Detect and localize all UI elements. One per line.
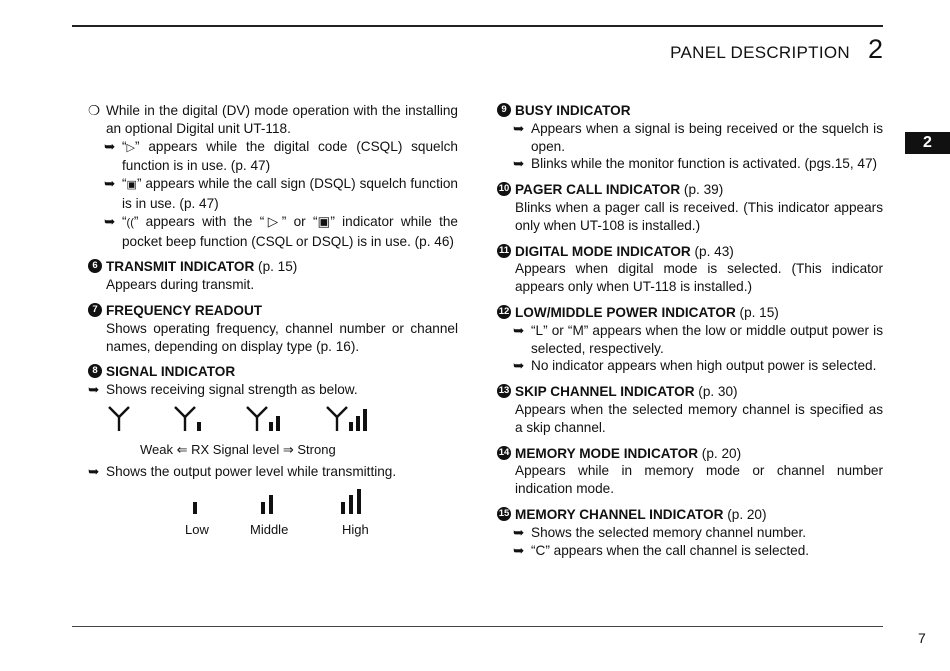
item-number-badge: 11 <box>498 244 510 256</box>
dv-intro: ❍ While in the digital (DV) mode operation with the installing an optional Digital unit UT-118. <box>88 103 458 136</box>
item-busy-indicator: 9 BUSY INDICATOR ➥ Appears when a signal is being received or the squelch is open. ➥ Blinks while the monitor function is activated. (pgs.15, 47) <box>497 102 883 173</box>
dsql-icon: ▣ <box>126 179 137 192</box>
power-label-high: High <box>342 521 369 537</box>
item-memory-channel-indicator: 15 MEMORY CHANNEL INDICATOR (p. 20) ➥ Shows the selected memory channel number. ➥ “C” appears when the call channel is selected. <box>498 506 810 558</box>
item-title: MEMORY MODE INDICATOR <box>515 445 699 461</box>
dv-sub-csql: ➥ “▷” appears while the digital code (CSQL) squelch function is in use. (p. 47) <box>104 138 458 174</box>
arrow-bullet-icon: ➥ <box>513 156 525 172</box>
item-number-badge: 7 <box>88 303 102 317</box>
item-number-badge: 8 <box>88 364 102 378</box>
arrow-bullet-icon: ➥ <box>513 542 525 558</box>
arrow-bullet-icon: ➥ <box>88 463 100 479</box>
circle-bullet-icon: ❍ <box>88 103 101 118</box>
page-number: 7 <box>918 630 926 646</box>
signal-level-icons <box>88 403 458 439</box>
chapter-number: 2 <box>867 34 883 64</box>
signal-caption: Weak ⇐ RX Signal level ⇒ Strong <box>140 441 336 457</box>
item-title: SKIP CHANNEL INDICATOR <box>515 384 695 400</box>
item-low-middle-power-indicator: 12 LOW/MIDDLE POWER INDICATOR (p. 15) ➥ “L” or “M” appears when the low or middle output power is selected, respectively. ➥ No indicator appears when high output power is selected. <box>498 304 883 374</box>
item-number-badge: 15 <box>498 508 510 520</box>
arrow-bullet-icon: ➥ <box>104 176 116 192</box>
left-column <box>88 102 458 539</box>
arrow-bullet-icon: ➥ <box>88 382 100 398</box>
signal-level-2-icon <box>244 403 284 433</box>
arrow-bullet-icon: ➥ <box>104 213 116 229</box>
power-level-icons <box>88 489 458 519</box>
arrow-bullet-icon: ➥ <box>513 120 525 136</box>
power-low-icon <box>192 489 200 515</box>
dv-sub-dsql: ➥ “▣” appears while the call sign (DSQL) squelch function is in use. (p. 47) <box>104 176 458 211</box>
item-memory-mode-indicator: 14 MEMORY MODE INDICATOR (p. 20) Appears while in memory mode or channel number indication mode. <box>498 445 883 497</box>
arrow-bullet-icon: ➥ <box>513 524 525 540</box>
item-title: PAGER CALL INDICATOR <box>515 182 681 198</box>
csql-icon: ▷ <box>126 141 135 154</box>
item-pager-call-indicator: 10 PAGER CALL INDICATOR (p. 39) Blinks when a pager call is received. (This indicator appears only when UT-108 is installed.) <box>498 182 883 233</box>
item-title: FREQUENCY READOUT <box>106 302 263 318</box>
item-number-badge: 9 <box>497 103 511 117</box>
signal-level-1-icon <box>172 403 206 433</box>
item-title: TRANSMIT INDICATOR <box>106 259 255 275</box>
item-number-badge: 10 <box>498 183 510 195</box>
right-column <box>497 102 883 559</box>
arrow-bullet-icon: ➥ <box>104 138 116 154</box>
signal-level-0-icon <box>106 403 132 433</box>
pocket-beep-icon: (( <box>126 216 134 229</box>
item-number-badge: 6 <box>88 259 102 273</box>
item-title: LOW/MIDDLE POWER INDICATOR <box>515 304 736 320</box>
item-frequency-readout: 7 FREQUENCY READOUT Shows operating frequency, channel number or channel names, depending on display type (p. 16). <box>88 302 458 355</box>
chapter-tab: 2 <box>905 132 950 154</box>
arrow-bullet-icon: ➥ <box>513 358 525 374</box>
item-digital-mode-indicator: 11 DIGITAL MODE INDICATOR (p. 43) Appears when digital mode is selected. (This indicator appears only when UT-118 is installed.) <box>498 243 883 295</box>
item-number-badge: 12 <box>498 306 510 318</box>
item-number-badge: 13 <box>498 385 510 397</box>
item-transmit-indicator: 6 TRANSMIT INDICATOR (p. 15) Appears during transmit. <box>88 258 458 294</box>
power-middle-icon <box>260 489 278 515</box>
arrow-bullet-icon: ➥ <box>513 322 525 338</box>
power-high-icon <box>340 489 368 515</box>
item-signal-indicator: 8 SIGNAL INDICATOR ➥ Shows receiving signal strength as below. Weak ⇐ RX Signal level ⇒ Strong ➥ Shows the output power level while transmitting. Low Middle High <box>88 363 458 538</box>
dv-sub-pocket-beep: ➥ “((” appears with the “▷” or “▣” indicator while the pocket beep function (CSQL or DSQL) is in use. (p. 46) <box>104 213 458 249</box>
item-title: DIGITAL MODE INDICATOR <box>515 243 691 259</box>
item-skip-channel-indicator: 13 SKIP CHANNEL INDICATOR (p. 30) Appears when the selected memory channel is specified as a skip channel. <box>498 384 883 435</box>
power-level-labels <box>88 521 458 539</box>
top-rule <box>72 25 883 27</box>
power-label-middle: Middle <box>250 521 289 537</box>
page-header <box>670 34 883 65</box>
bottom-rule <box>72 626 883 627</box>
item-number-badge: 14 <box>498 446 510 458</box>
item-title: BUSY INDICATOR <box>515 103 631 118</box>
item-title: SIGNAL INDICATOR <box>106 364 236 380</box>
page-title: PANEL DESCRIPTION <box>670 43 850 62</box>
item-title: MEMORY CHANNEL INDICATOR <box>515 506 724 522</box>
signal-level-3-icon <box>324 403 372 433</box>
power-label-low: Low <box>185 521 209 537</box>
